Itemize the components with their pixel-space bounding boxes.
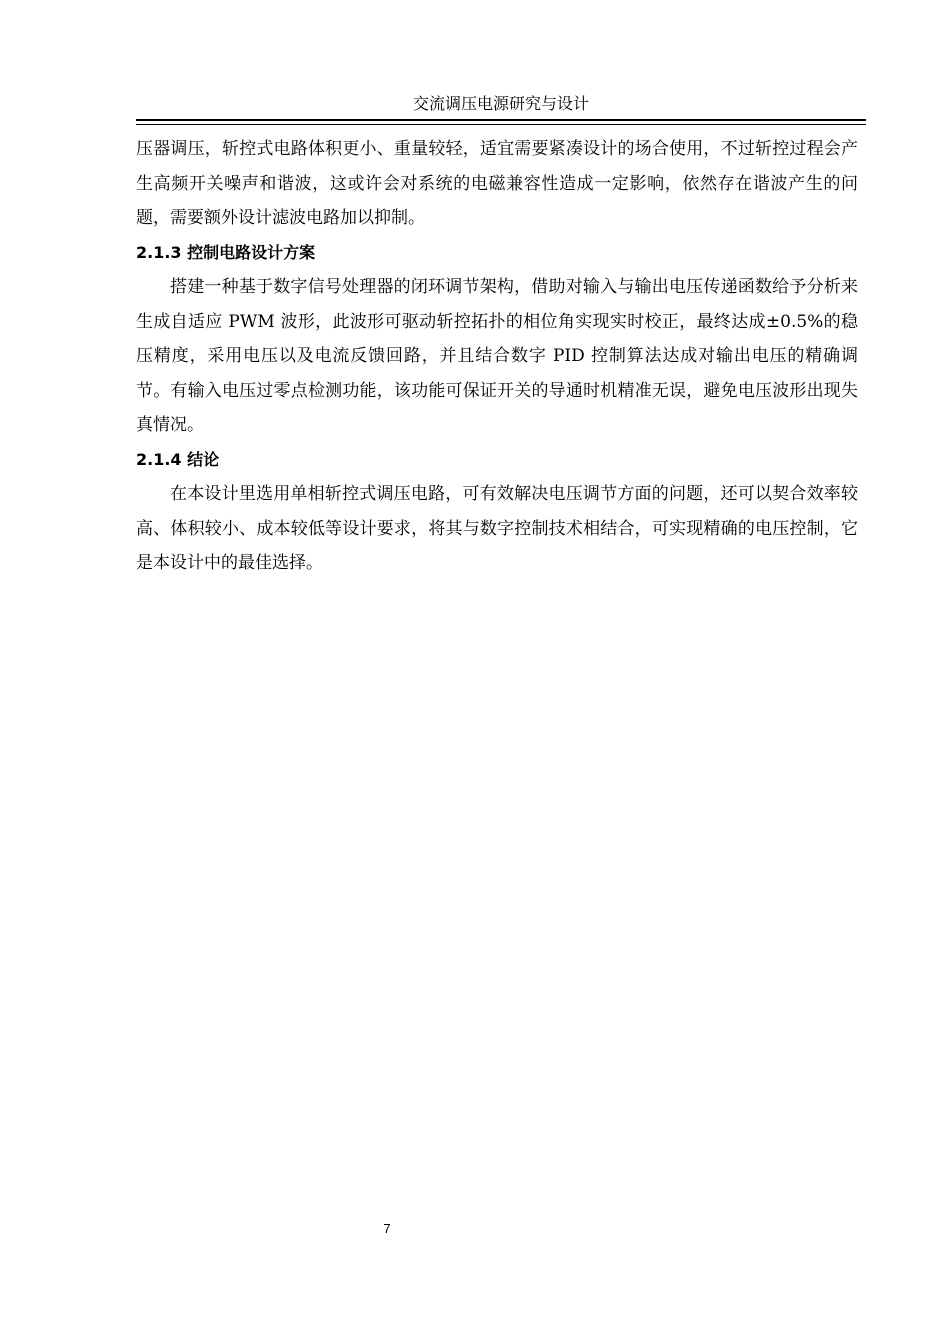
section-heading-2-1-4: 2.1.4 结论 xyxy=(136,449,220,469)
section-paragraph-2-1-3: 搭建一种基于数字信号处理器的闭环调节架构，借助对输入与输出电压传递函数给予分析来生成自适应 PWM 波形，此波形可驱动斩控拓扑的相位角实现实时校正，最终达成±0.5%的稳压精度，采用电压以及电流反馈回路，并且结合数字 PID 控制算法达成对输出电压的精确调节。有输入电压过零点检测功能，该功能可保证开关的导通时机精准无误，避免电压波形出现失真情况。 xyxy=(136,277,858,435)
header-rule-thin xyxy=(136,124,866,125)
page-number: 7 xyxy=(383,1221,391,1236)
header-rule-thick xyxy=(136,119,866,121)
header-title: 交流调压电源研究与设计 xyxy=(412,94,589,113)
running-header xyxy=(136,92,866,120)
continued-paragraph: 压器调压，斩控式电路体积更小、重量较轻，适宜需要紧凑设计的场合使用，不过斩控过程会产生高频开关噪声和谐波，这或许会对系统的电磁兼容性造成一定影响，依然存在谐波产生的问题，需要额外设计滤波电路加以抑制。 xyxy=(136,139,858,228)
section-heading-2-1-3: 2.1.3 控制电路设计方案 xyxy=(136,242,316,262)
page-body xyxy=(136,132,858,581)
section-paragraph-2-1-4: 在本设计里选用单相斩控式调压电路，可有效解决电压调节方面的问题，还可以契合效率较高、体积较小、成本较低等设计要求，将其与数字控制技术相结合，可实现精确的电压控制，它是本设计中的最佳选择。 xyxy=(136,484,858,573)
